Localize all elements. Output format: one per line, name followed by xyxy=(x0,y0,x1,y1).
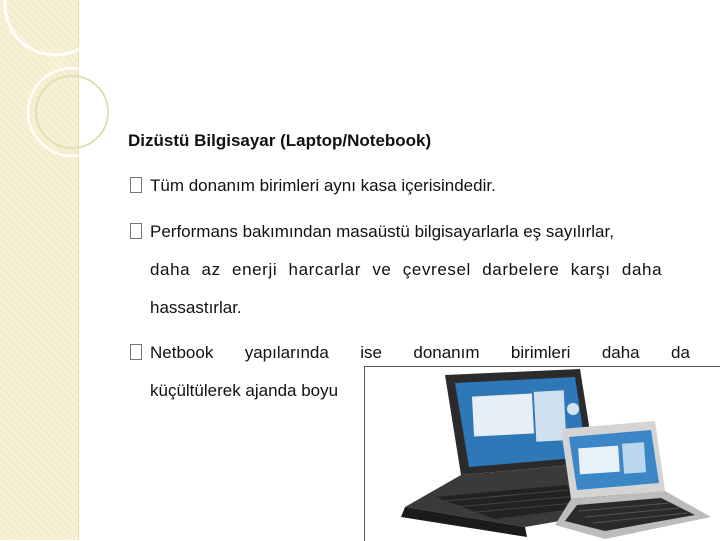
word: ise xyxy=(360,343,382,362)
word: birimleri xyxy=(510,343,571,362)
bullet-2-line-2: daha az enerji harcarlar ve çevresel darbelere karşı daha xyxy=(150,260,663,279)
laptop-netbook-photo xyxy=(364,366,720,541)
bullet-2-line-1: Performans bakımından masaüstü bilgisayarlarla eş sayılırlar, xyxy=(150,222,614,241)
word: Netbook xyxy=(150,343,214,362)
word: donanım xyxy=(413,343,480,362)
bullet-item-3 xyxy=(130,343,150,363)
bullet-item-1 xyxy=(130,176,496,196)
bullet-3-line-2: küçültülerek ajanda boyu xyxy=(150,381,339,400)
bullet-1-text: Tüm donanım birimleri aynı kasa içerisindedir. xyxy=(150,176,496,195)
bullet-box-icon xyxy=(130,223,142,239)
word: da xyxy=(671,343,690,362)
bullet-box-icon xyxy=(130,344,142,360)
bullet-item-2 xyxy=(130,222,614,242)
slide-title: Dizüstü Bilgisayar (Laptop/Notebook) xyxy=(128,131,432,150)
word: yapılarında xyxy=(244,343,329,362)
bullet-3-line-1 xyxy=(150,343,690,363)
word: daha xyxy=(601,343,640,362)
laptop-illustration xyxy=(365,367,720,541)
bullet-2-line-3: hassastırlar. xyxy=(150,298,242,317)
bullet-box-icon xyxy=(130,177,142,193)
decorative-circles xyxy=(0,0,160,200)
